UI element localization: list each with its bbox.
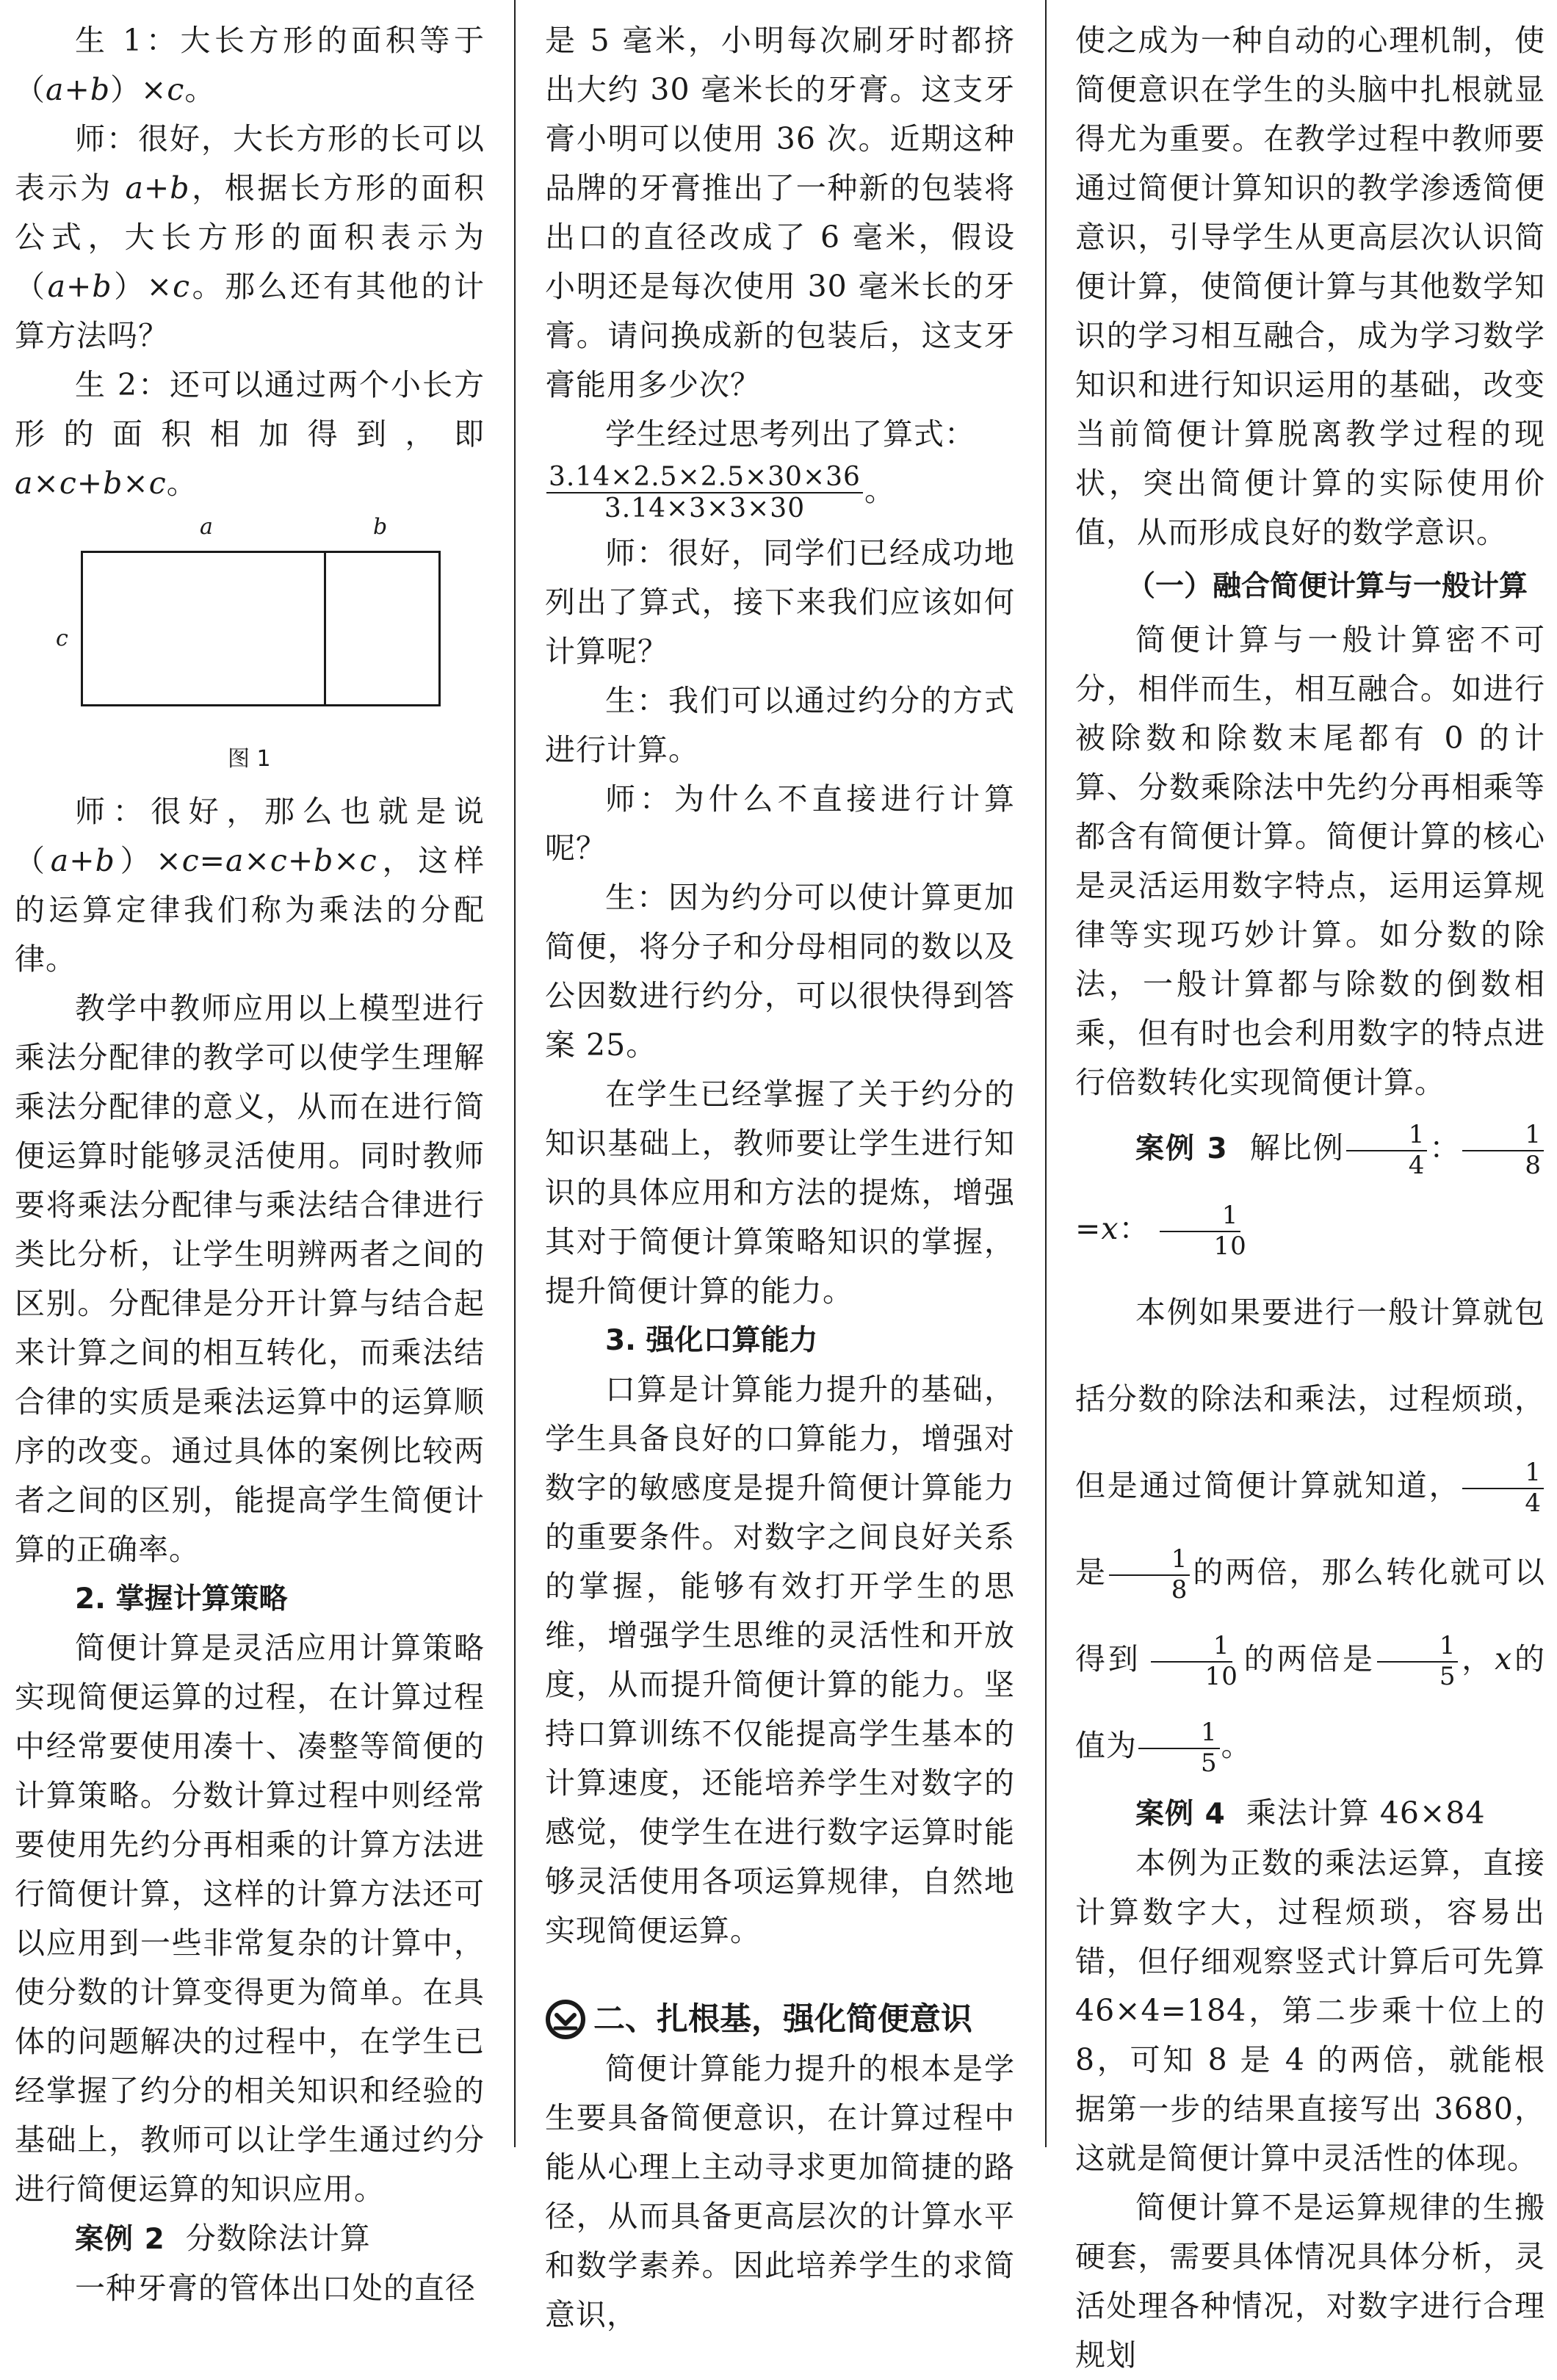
subheading-2: 2. 掌握计算策略 xyxy=(75,1583,288,1616)
paragraph: 一种牙膏的管体出口处的直径 xyxy=(75,2271,476,2306)
paragraph: 师：为什么不直接进行计算呢？ xyxy=(545,781,1015,866)
formula: $\frac{3.14\times 2.5\times 2.5\times 30\times 36}{3.14\times 3\times 3\times 30}$ 。 xyxy=(545,459,1015,529)
paragraph: 师：很好，同学们已经成功地列出了算式，接下来我们应该如何计算呢？ xyxy=(545,535,1015,669)
paragraph: 本例如果要进行一般计算就包括分数的除法和乘法，过程烦琐，但是通过简便计算就知道， $\frac{1}{4}$ 是 $\frac{1}{8}$ 的两倍，那么转化就可以得到 $\frac{1}{10}$ 的两倍是 $\frac{1}{5}$ ，x的值为 $\frac{1}{5}$ 。 xyxy=(1075,1295,1546,1778)
paragraph: 简便计算是灵活应用计算策略实现简便运算的过程，在计算过程中经常要使用凑十、凑整等简便的计算策略。分数计算过程中则经常要使用先约分再相乘的计算方法进行简便计算，这样的计算方法还可以应用到一些非常复杂的计算中，使分数的计算变得更为简单。在具体的问题解决的过程中，在学生已经掌握了约分的相关知识和经验的基础上，教师可以让学生通过约分进行简便运算的知识应用。 xyxy=(15,1630,485,2207)
figure-label-a: a xyxy=(200,514,213,540)
rectangle-a xyxy=(81,551,326,706)
paragraph: 生：我们可以通过约分的方式进行计算。 xyxy=(545,682,1015,767)
paragraph: 使之成为一种自动的心理机制，使简便意识在学生的头脑中扎根就显得尤为重要。在教学过程中教师要通过简便计算知识的教学渗透简便意识，引导学生从更高层次认识简便计算，使简便计算与其他数学知识的学习相互融合，成为学习数学知识和进行知识运用的基础，改变当前简便计算脱离教学过程的现状，突出简便计算的实际使用价值，从而形成良好的数学意识。 xyxy=(1075,23,1545,550)
figure-label-b: b xyxy=(373,514,388,540)
case-3-heading: 案例 3 解比例 $\frac{1}{4}$ ： $\frac{1}{8}$ =x： $\frac{1}{10}$ xyxy=(1075,1107,1545,1269)
paragraph: 是 5 毫米，小明每次刷牙时都挤出大约 30 毫米长的牙膏。这支牙膏小明可以使用 36 次。近期这种品牌的牙膏推出了一种新的包装将出口的直径改成了 6 毫米，假设小明还是每次使用 30 毫米长的牙膏。请问换成新的包装后，这支牙膏能用多少次？ xyxy=(545,23,1015,402)
formula-fraction: $\frac{3.14\times 2.5\times 2.5\times 30\times 36}{3.14\times 3\times 3\times 30}$ xyxy=(546,462,863,524)
paragraph: 口算是计算能力提升的基础，学生具备良好的口算能力，增强对数字的敏感度是提升简便计算能力的重要条件。对数字之间良好关系的掌握，能够有效打开学生的思维，增强学生思维的灵活性和开放度，从而提升简便计算的能力。坚持口算训练不仅能提高学生基本的计算速度，还能培养学生对数字的感觉，使学生在进行数字运算时能够灵活使用各项运算规律，自然地实现简便运算。 xyxy=(545,1371,1015,1948)
paragraph: 学生经过思考列出了算式： xyxy=(605,416,975,452)
column-2 xyxy=(545,16,1015,2340)
column-3 xyxy=(1075,16,1545,2380)
paragraph: 生：因为约分可以使计算更加简便，将分子和分母相同的数以及公因数进行约分，可以很快得到答案 25。 xyxy=(545,879,1015,1063)
subheading-fusion: （一）融合简便计算与一般计算 xyxy=(1127,570,1528,603)
paragraph: 简便计算能力提升的根本是学生要具备简便意识，在计算过程中能从心理上主动寻求更加简捷的路径，从而具备更高层次的计算水平和数学素养。因此培养学生的求简意识， xyxy=(545,2050,1015,2332)
section-heading: 二、扎根基，强化简便意识 xyxy=(545,1995,1015,2044)
case-4-heading: 案例 4 乘法计算 46×84 xyxy=(1135,1795,1486,1831)
paragraph: 师：很好，大长方形的长可以表示为 a+b，根据长方形的面积公式，大长方形的面积表示为（a+b）×c。那么还有其他的计算方法吗？ xyxy=(15,121,485,353)
paragraph: 在学生已经掌握了关于约分的知识基础上，教师要让学生进行知识的具体应用和方法的提炼，增强其对于简便计算策略知识的掌握，提升简便计算的能力。 xyxy=(545,1076,1015,1309)
paragraph: 简便计算不是运算规律的生搬硬套，需要具体情况具体分析，灵活处理各种情况，对数字进行合理规划 xyxy=(1075,2190,1545,2373)
figure-1 xyxy=(15,508,485,787)
paragraph: 教学中教师应用以上模型进行乘法分配律的教学可以使学生理解乘法分配律的意义，从而在进行简便运算时能够灵活使用。同时教师要将乘法分配律与乘法结合律进行类比分析，让学生明辨两者之间的区别。分配律是分开计算与结合起来计算之间的相互转化，而乘法结合律的实质是乘法运算中的运算顺序的改变。通过具体的案例比较两者之间的区别，能提高学生简便计算的正确率。 xyxy=(15,991,485,1567)
rectangle-b xyxy=(324,551,441,706)
column-divider-right xyxy=(1045,0,1047,2147)
paragraph: 本例为正数的乘法运算，直接计算数字大，过程烦琐，容易出错，但仔细观察竖式计算后可先算 46×4=184，第二步乘十位上的 8，可知 8 是 4 的两倍，就能根据第一步的结果直接写出 3680，这就是简便计算中灵活性的体现。 xyxy=(1075,1845,1545,2176)
figure-label-c: c xyxy=(56,626,68,651)
case-2-heading: 案例 2 分数除法计算 xyxy=(75,2221,371,2256)
paragraph: 生 2：还可以通过两个小长方形的面积相加得到，即 a×c+b×c。 xyxy=(15,367,485,501)
subheading-3: 3. 强化口算能力 xyxy=(605,1323,818,1357)
column-1 xyxy=(15,16,485,2313)
paragraph: 师：很好，那么也就是说（a+b）×c=a×c+b×c，这样的运算定律我们称为乘法的分配律。 xyxy=(15,794,485,977)
paragraph: 生 1：大长方形的面积等于（a+b）×c。 xyxy=(15,23,485,107)
figure-caption: 图 1 xyxy=(228,746,271,772)
column-divider-left xyxy=(514,0,516,2147)
section-arrow-icon xyxy=(545,1999,586,2040)
paragraph: 简便计算与一般计算密不可分，相伴而生，相互融合。如进行被除数和除数末尾都有 0 的计算、分数乘除法中先约分再相乘等都含有简便计算。简便计算的核心是灵活运用数字特点，运用运算规律等实现巧妙计算。如分数的除法，一般计算都与除数的倒数相乘，但有时也会利用数字的特点进行倍数转化实现简便计算。 xyxy=(1075,622,1545,1100)
